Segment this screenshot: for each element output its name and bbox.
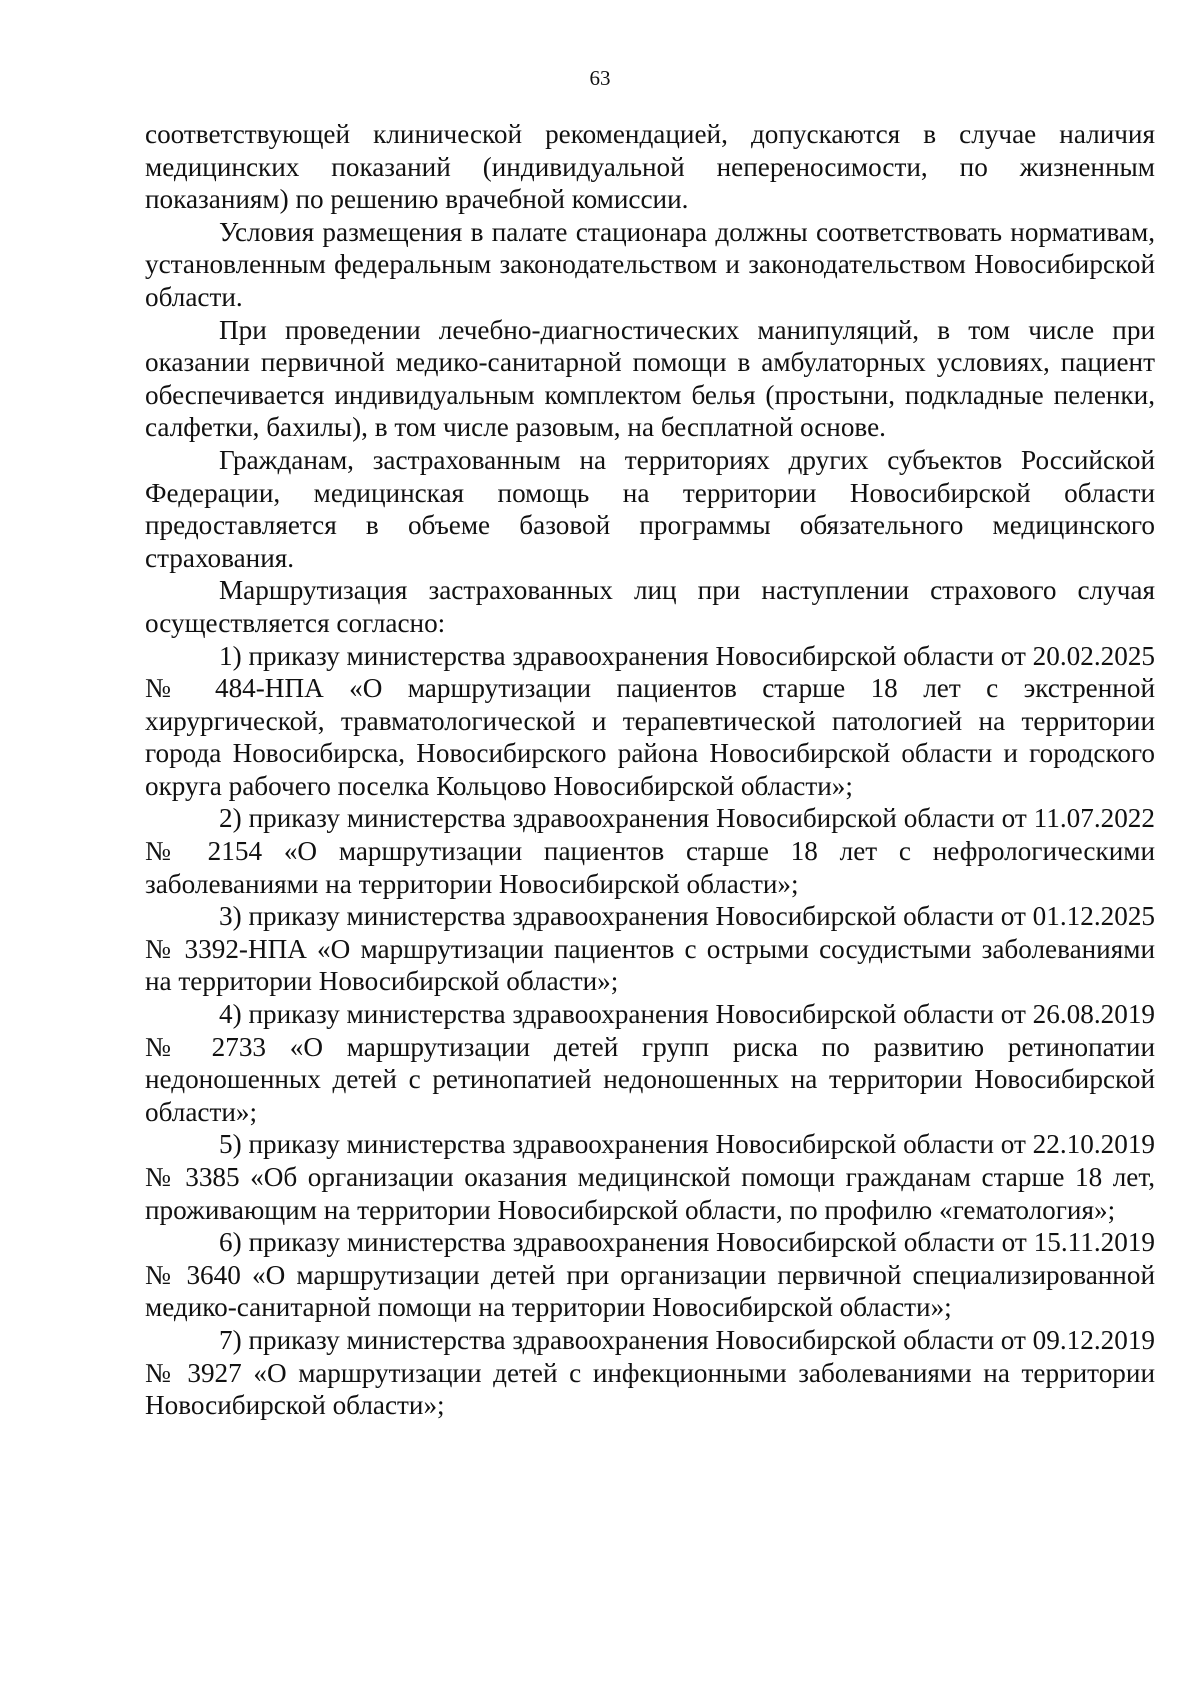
document-body [145,118,1155,1422]
list-item-order-7: 7) приказу министерства здравоохранения Новосибирской области от 09.12.2019 № 3927 «О маршрутизации детей с инфекционными заболеваниями на территории Новосибирской области»; [145,1324,1156,1421]
list-item-order-3: 3) приказу министерства здравоохранения Новосибирской области от 01.12.2025 № 3392-НПА «О маршрутизации пациентов с острыми сосудистыми заболеваниями на территории Новосибирской области»; [145,901,1156,997]
list-item-order-5: 5) приказу министерства здравоохранения Новосибирской области от 22.10.2019 № 3385 «Об организации оказания медицинской помощи гражданам старше 18 лет, проживающим на территории Новосибирской области, по профилю «гематология»; [145,1129,1156,1225]
page-number: 63 [589,66,611,90]
list-item-order-2: 2) приказу министерства здравоохранения Новосибирской области от 11.07.2022 № 2154 «О маршрутизации пациентов старше 18 лет с нефрологическими заболеваниями на территории Новосибирской области»; [145,803,1155,899]
paragraph-ward-conditions: Условия размещения в палате стационара должны соответствовать нормативам, установленным федеральным законодательством и законодательством Новосибирской области. [145,216,1155,312]
paragraph-other-regions: Гражданам, застрахованным на территориях других субъектов Российской Федерации, медицинская помощь на территории Новосибирской области предоставляется в объеме базовой программы обязательного медицинского страхования. [145,444,1155,573]
list-item-order-6: 6) приказу министерства здравоохранения Новосибирской области от 15.11.2019 № 3640 «О маршрутизации детей при организации первичной специализированной медико-санитарной помощи на территории Новосибирской области»; [145,1227,1155,1323]
paragraph-continuation: соответствующей клинической рекомендацией, допускаются в случае наличия медицинских показаний (индивидуальной непереносимости, по жизненным показаниям) по решению врачебной комиссии. [145,119,1155,215]
list-item-order-4: 4) приказу министерства здравоохранения Новосибирской области от 26.08.2019 № 2733 «О маршрутизации детей групп риска по развитию ретинопатии недоношенных детей с ретинопатией недоношенных на территории Новосибирской области»; [145,999,1156,1127]
paragraph-routing-intro: Маршрутизация застрахованных лиц при наступлении страхового случая осуществляется согласно: [145,575,1155,638]
paragraph-linen-supply: При проведении лечебно-диагностических манипуляций, в том числе при оказании первичной медико-санитарной помощи в амбулаторных условиях, пациент обеспечивается индивидуальным комплектом белья (простыни, подкладные пеленки, салфетки, бахилы), в том числе разовым, на бесплатной основе. [145,314,1155,443]
list-item-order-1: 1) приказу министерства здравоохранения Новосибирской области от 20.02.2025 № 484-НПА «О маршрутизации пациентов старше 18 лет с экстренной хирургической, травматологической и терапевтической патологией на территории города Новосибирска, Новосибирского района Новосибирской области и городского округа рабочего поселка Кольцово Новосибирской области»; [145,640,1156,801]
